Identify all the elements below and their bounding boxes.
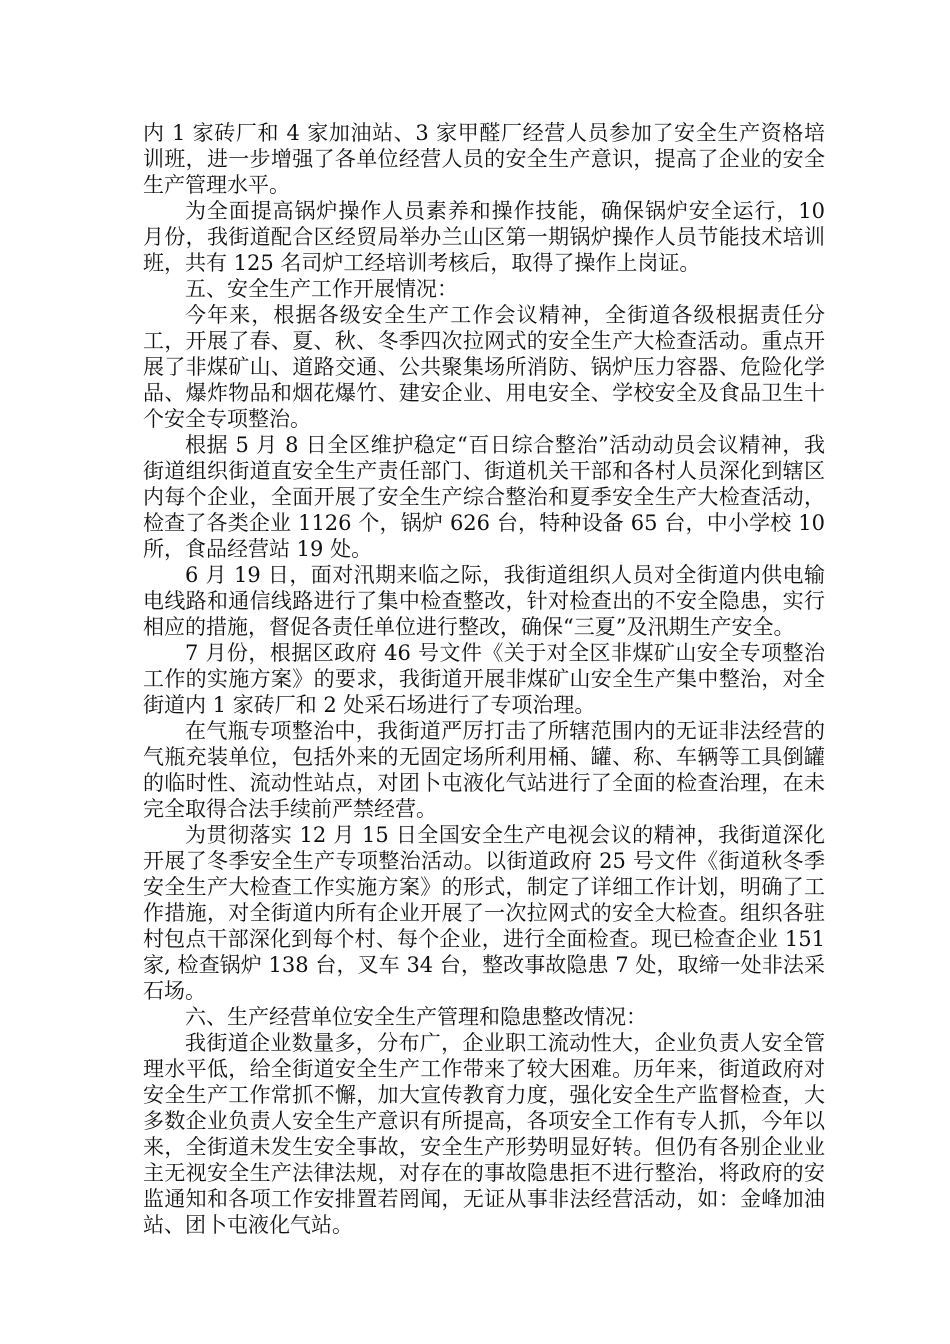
paragraph-continued-training: 内 1 家砖厂和 4 家加油站、3 家甲醛厂经营人员参加了安全生产资格培训班，进一步增强了各单位经营人员的安全生产意识，提高了企业的安全生产管理水平。: [143, 121, 825, 197]
section-heading-five: 五、安全生产工作开展情况：: [185, 277, 458, 301]
paragraph-seasonal-inspection: 今年来，根据各级安全生产工作会议精神，全街道各级根据责任分工，开展了春、夏、秋、冬季四次拉网式的安全生产大检查活动。重点开展了非煤矿山、道路交通、公共聚集场所消防、锅炉压力容器、危险化学品、爆炸物品和烟花爆竹、建安企业、用电安全、学校安全及食品卫生十个安全专项整治。: [143, 303, 825, 431]
paragraph-gas-cylinder: 在气瓶专项整治中，我街道严厉打击了所辖范围内的无证非法经营的气瓶充装单位，包括外来的无固定场所利用桶、罐、称、车辆等工具倒罐的临时性、流动性站点，对团卜屯液化气站进行了全面的检查治理，在未完全取得合法手续前严禁经营。: [143, 719, 825, 821]
paragraph-boiler-training: 为全面提高锅炉操作人员素养和操作技能，确保锅炉安全运行，10 月份，我街道配合区经贸局举办兰山区第一期锅炉操作人员节能技术培训班，共有 125 名司炉工经培训考核后，取得了操作上岗证。: [143, 199, 825, 275]
document-page: [143, 120, 825, 1238]
paragraph-winter-inspection: 为贯彻落实 12 月 15 日全国安全生产电视会议的精神，我街道深化开展了冬季安全生产专项整治活动。以街道政府 25 号文件《街道秋冬季安全生产大检查工作实施方案》的形式，制定了详细工作计划，明确了工作措施，对全街道内所有企业开展了一次拉网式的安全大检查。组织各驻村包点干部深化到每个村、每个企业，进行全面检查。现已检查企业 151 家, 检查锅炉 138 台，叉车 34 台，整改事故隐患 7 处，取缔一处非法采石场。: [143, 823, 825, 1003]
paragraph-mine-rectification: 7 月份，根据区政府 46 号文件《关于对全区非煤矿山安全专项整治工作的实施方案》的要求，我街道开展非煤矿山安全生产集中整治，对全街道内 1 家砖厂和 2 处采石场进行了专项治理。: [143, 641, 825, 717]
section-heading-six: 六、生产经营单位安全生产管理和隐患整改情况：: [185, 1005, 647, 1029]
paragraph-hundred-day-campaign: 根据 5 月 8 日全区维护稳定“百日综合整治”活动动员会议精神，我街道组织街道直安全生产责任部门、街道机关干部和各村人员深化到辖区内每个企业，全面开展了安全生产综合整治和夏季安全生产大检查活动，检查了各类企业 1126 个，锅炉 626 台，特种设备 65 台，中小学校 10 所，食品经营站 19 处。: [143, 433, 825, 561]
paragraph-flood-season: 6 月 19 日，面对汛期来临之际，我街道组织人员对全街道内供电输电线路和通信线路进行了集中检查整改，针对检查出的不安全隐患，实行相应的措施，督促各责任单位进行整改，确保“三夏”及汛期生产安全。: [143, 563, 825, 639]
paragraph-enterprise-management: 我街道企业数量多，分布广，企业职工流动性大，企业负责人安全管理水平低，给全街道安全生产工作带来了较大困难。历年来，街道政府对安全生产工作常抓不懈，加大宣传教育力度，强化安全生产监督检查，大多数企业负责人安全生产意识有所提高，各项安全工作有专人抓，今年以来，全街道未发生安全事故，安全生产形势明显好转。但仍有各别企业业主无视安全生产法律法规，对存在的事故隐患拒不进行整治，将政府的安监通知和各项工作安排置若罔闻，无证从事非法经营活动，如：金峰加油站、团卜屯液化气站。: [143, 1031, 825, 1237]
